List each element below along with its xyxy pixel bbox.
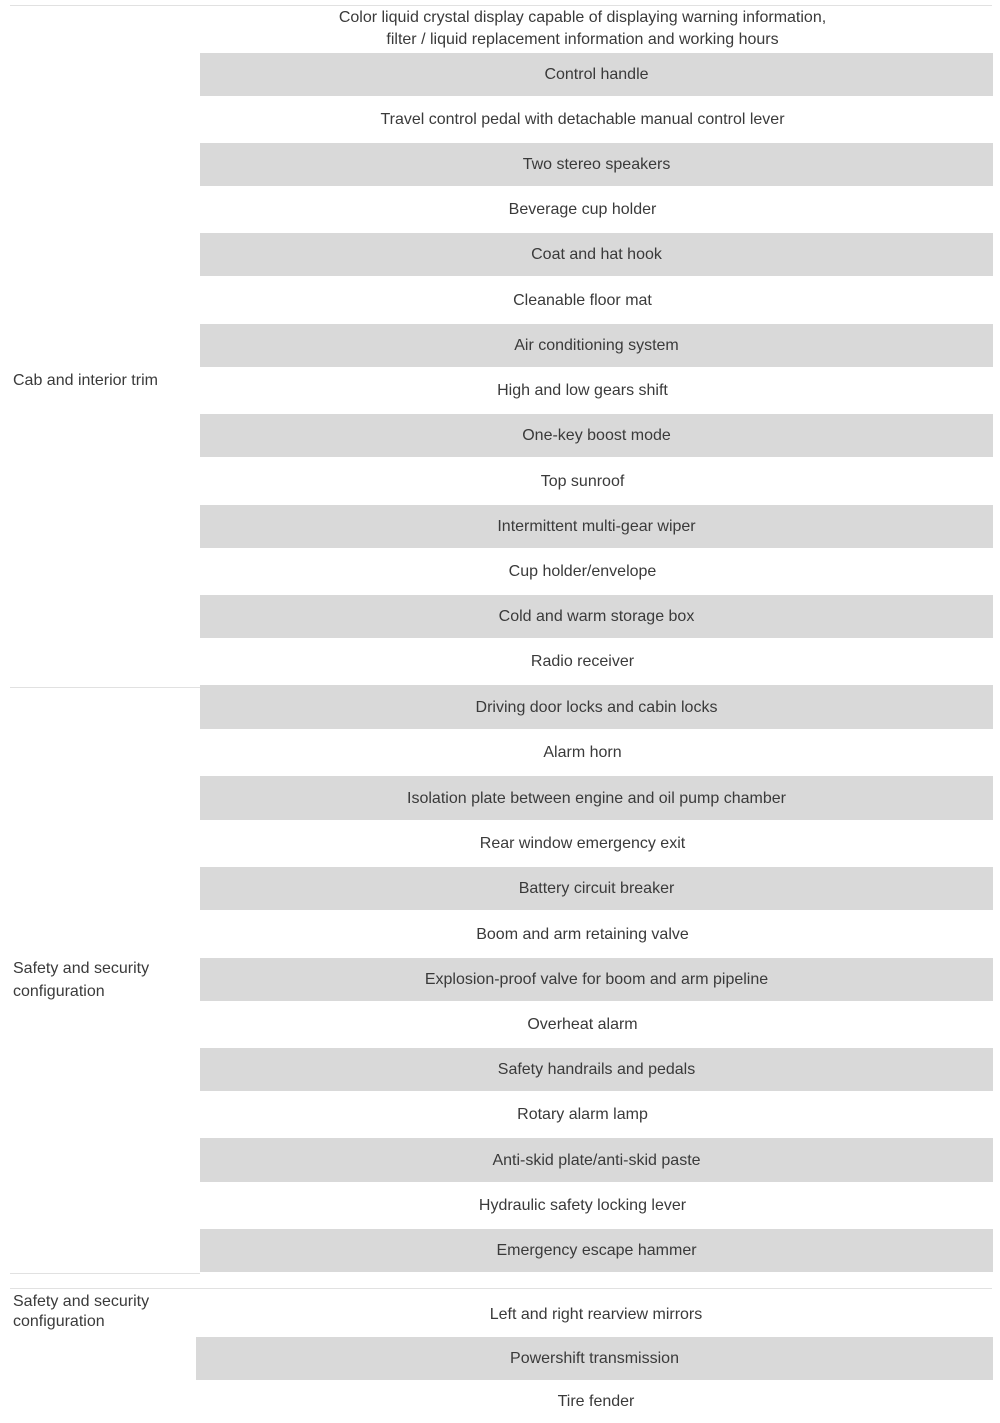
table-row: Powershift transmission — [196, 1337, 993, 1380]
table-row: Cold and warm storage box — [200, 595, 993, 638]
table-row: Alarm horn — [543, 744, 622, 761]
table-row: Color liquid crystal display capable of displaying warning information, filter / liquid replacement information and working hours — [338, 9, 827, 48]
table-row: Control handle — [200, 53, 993, 96]
table-row: Travel control pedal with detachable manual control lever — [380, 111, 785, 128]
table-row: High and low gears shift — [497, 382, 668, 399]
table-row: Air conditioning system — [200, 324, 993, 367]
section-divider — [10, 687, 200, 688]
table-row: Overheat alarm — [527, 1016, 638, 1033]
table-row: Two stereo speakers — [200, 143, 993, 186]
table-row: Safety handrails and pedals — [200, 1048, 993, 1091]
table-row: Left and right rearview mirrors — [489, 1305, 703, 1323]
table-row: Rotary alarm lamp — [517, 1106, 648, 1123]
section-divider — [10, 1288, 992, 1289]
table-row: Tire fender — [557, 1393, 635, 1410]
section-divider — [10, 1273, 200, 1274]
section-label-safety: Safety and security configuration — [13, 960, 150, 1000]
table-row: Beverage cup holder — [508, 201, 657, 218]
table-row: Driving door locks and cabin locks — [200, 685, 993, 729]
table-row: Radio receiver — [530, 653, 635, 670]
section-label-cab: Cab and interior trim — [13, 372, 158, 389]
table-row: Hydraulic safety locking lever — [478, 1197, 687, 1214]
table-row: Boom and arm retaining valve — [476, 925, 689, 943]
table-row: One-key boost mode — [200, 414, 993, 457]
table-row: Isolation plate between engine and oil pump chamber — [200, 776, 993, 820]
table-row: Intermittent multi-gear wiper — [200, 505, 993, 548]
table-row: Emergency escape hammer — [200, 1229, 993, 1272]
table-row: Rear window emergency exit — [479, 835, 686, 852]
table-row: Explosion-proof valve for boom and arm pipeline — [200, 958, 993, 1001]
table-row: Top sunroof — [540, 472, 625, 490]
table-row: Cup holder/envelope — [508, 563, 657, 580]
table-row: Anti-skid plate/anti-skid paste — [200, 1138, 993, 1182]
table-row: Cleanable floor mat — [513, 291, 652, 309]
table-row: Coat and hat hook — [200, 233, 993, 276]
section-label-safety-2: Safety and security configuration — [13, 1293, 150, 1330]
table-row: Battery circuit breaker — [200, 867, 993, 910]
